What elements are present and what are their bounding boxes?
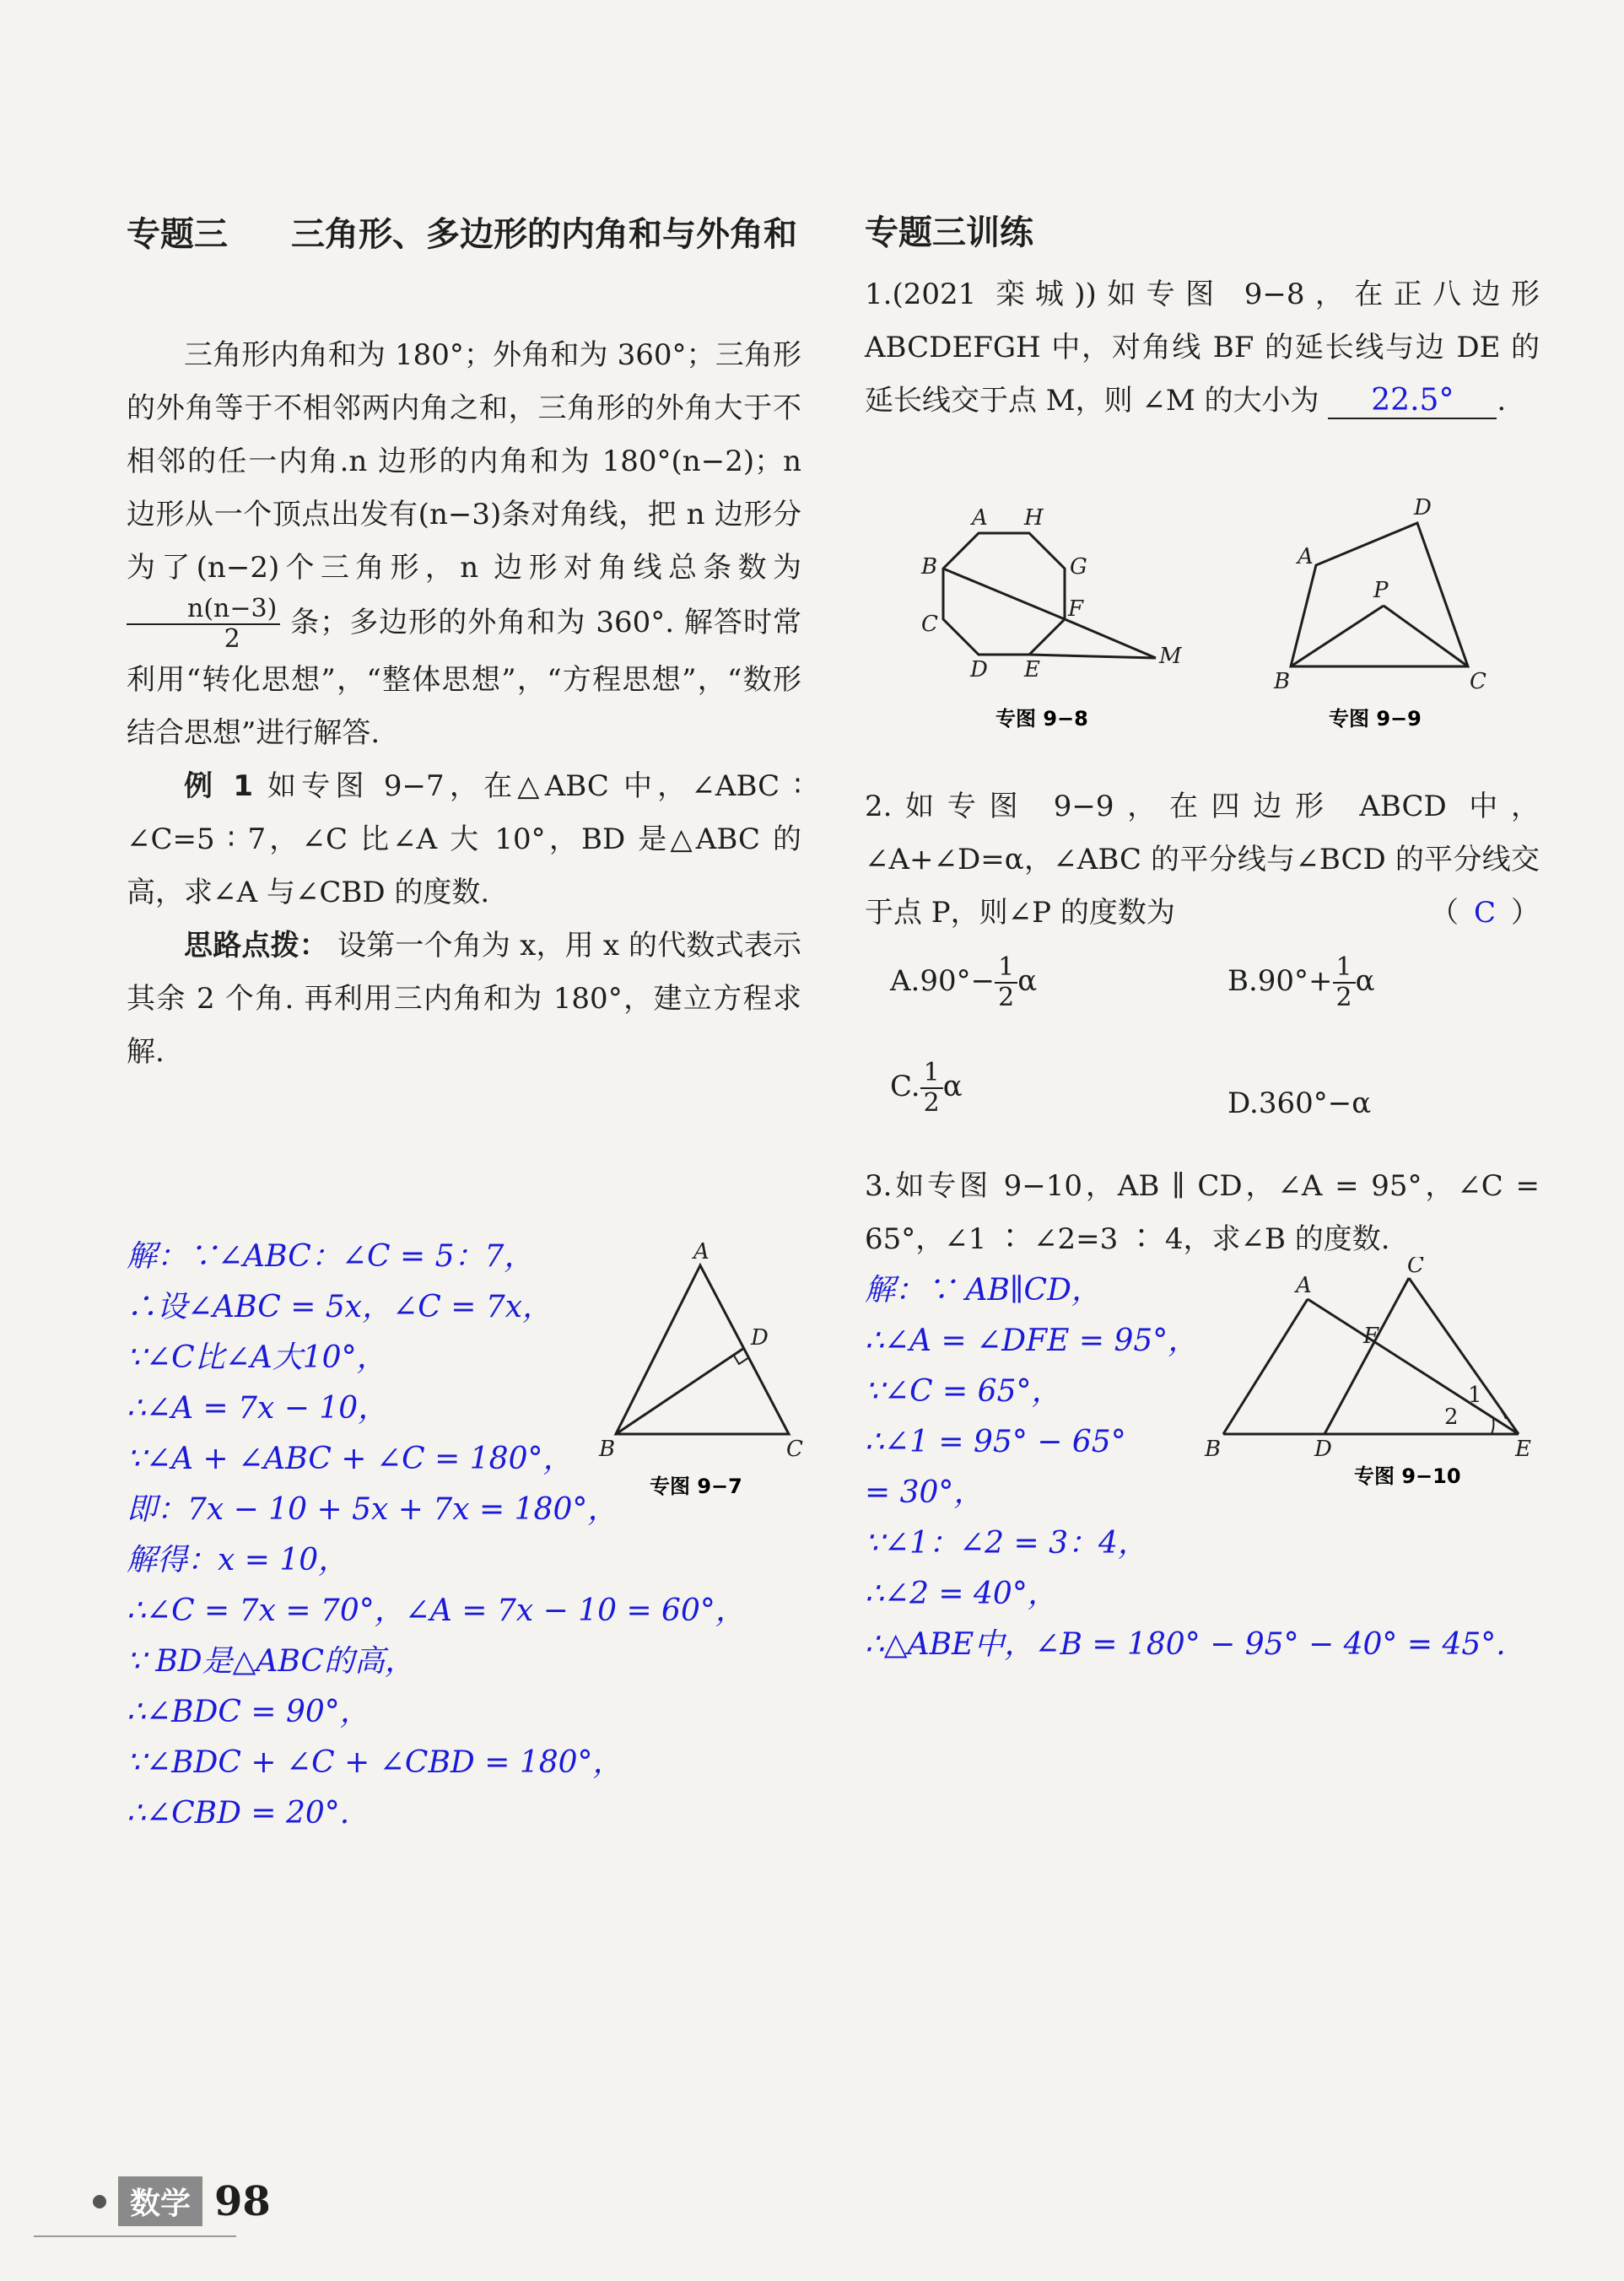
solution-line: ∵∠C比∠A大10°， (127, 1340, 387, 1375)
fig10-label-a: A (1296, 1273, 1312, 1298)
fig10-label-c: C (1407, 1257, 1424, 1278)
bullet-icon (93, 2195, 106, 2208)
fraction-denominator: 2 (224, 624, 240, 654)
fig9-label-c: C (1470, 669, 1486, 694)
q3-solution-line: ∴∠2 = 40°， (865, 1577, 1058, 1611)
fig10-label-e: E (1515, 1437, 1531, 1462)
intro-text-1: 三角形内角和为 180°；外角和为 360°；三角形的外角等于不相邻两内角之和，三角形的外角大于不相邻的任一内角.n 边形的内角和为 180°(n−2)；n 边形从一个顶点出发有(n−3)条对角线，把 n 边形分为了(n−2)个三角形，n 边形对角线总条数为 (127, 338, 801, 585)
fig7-label-a: A (693, 1240, 709, 1265)
subject-badge: 数学 (118, 2176, 202, 2226)
example-1 (127, 760, 801, 919)
q2-option-b: B.90°+ $\frac{1}{2}$ α (1227, 952, 1375, 1012)
fig10-label-1: 1 (1468, 1383, 1482, 1408)
solution-line: ∴∠C = 7x = 70°，∠A = 7x − 10 = 60°， (127, 1593, 746, 1628)
solution-line: ∴∠CBD = 20°. (127, 1796, 350, 1831)
solution-line: ∴∠A = 7x − 10， (127, 1391, 389, 1426)
figure-9-7 (591, 1240, 810, 1510)
q2-answer: C (1473, 896, 1496, 930)
fig8-label-f: F (1068, 596, 1084, 622)
example-text: 如专图 9−7，在△ABC 中，∠ABC ∶ ∠C=5 ∶ 7，∠C 比∠A 大 10°，BD 是△ABC 的高，求∠A 与∠CBD 的度数. (127, 769, 801, 909)
fig8-label-h: H (1024, 505, 1044, 531)
fig7-label-b: B (599, 1437, 616, 1462)
question-2 (865, 780, 1540, 940)
q3-solution-line: ∵∠C = 65°， (865, 1374, 1062, 1409)
fig7-label-d: D (751, 1325, 769, 1351)
fig10-label-d: D (1314, 1437, 1332, 1462)
q2-answer-bracket: （ C ） (1429, 896, 1540, 930)
fig8-label-g: G (1070, 554, 1087, 580)
solution-line: ∴设∠ABC = 5x，∠C = 7x， (127, 1290, 553, 1324)
solution-line: ∵ BD是△ABC的高， (127, 1644, 416, 1679)
solution-line: ∵∠BDC + ∠C + ∠CBD = 180°， (127, 1745, 623, 1780)
fig10-caption: 专图 9−10 (1354, 1464, 1461, 1488)
fig10-label-f: F (1363, 1324, 1379, 1349)
intro-text-2: 条；多边形的外角和为 360°. 解答时常利用“转化思想”，“整体思想”，“方程思想”，“数形结合思想”进行解答. (127, 606, 801, 750)
q3-solution-line: ∴∠A = ∠DFE = 95°， (865, 1324, 1199, 1358)
fig10-label-b: B (1205, 1437, 1222, 1462)
question-1 (865, 268, 1540, 428)
q1-end: . (1497, 384, 1507, 418)
q3-solution-line: ∴△ABE中，∠B = 180° − 95° − 40° = 45°. (865, 1627, 1506, 1662)
footer-rule (34, 2235, 236, 2237)
q3-text: 3.如专图 9−10，AB ∥ CD，∠A = 95°，∠C = 65°，∠1 ∶ ∠2=3 ∶ 4，求∠B 的度数. (865, 1169, 1540, 1256)
fig8-caption: 专图 9−8 (995, 707, 1088, 731)
question-3 (865, 1160, 1540, 1266)
q1-answer-blank: 22.5° (1328, 384, 1497, 419)
figure-9-10 (1198, 1257, 1544, 1493)
q2-text: 2.如专图 9−9，在四边形 ABCD 中，∠A+∠D=α，∠ABC 的平分线与∠BCD 的平分线交于点 P，则∠P 的度数为 (865, 790, 1540, 930)
q3-solution-line: 解：∵ AB∥CD， (865, 1273, 1102, 1308)
q2-option-a: A.90°− $\frac{1}{2}$ α (890, 952, 1038, 1012)
fig10-label-2: 2 (1444, 1405, 1459, 1430)
fig8-label-a: A (972, 505, 988, 531)
fig7-label-c: C (786, 1437, 803, 1462)
exercise-title: 专题三训练 (865, 213, 1033, 252)
right-column (865, 194, 1540, 428)
footer (93, 2176, 271, 2226)
q2-option-d: D.360°−α (1227, 1087, 1372, 1120)
diagonal-count-fraction (127, 595, 280, 654)
fig8-label-m: M (1159, 644, 1182, 669)
q3-solution-line: ∴∠1 = 95° − 65° (865, 1425, 1126, 1459)
solution-line: 解：∵∠ABC：∠C = 5：7， (127, 1239, 535, 1274)
hint (127, 919, 801, 1079)
section-title-number: 专题三 (127, 215, 228, 254)
solution-line: 解得：x = 10， (127, 1543, 349, 1577)
q3-solution-line: = 30°， (865, 1475, 985, 1510)
solution-line: ∴∠BDC = 90°， (127, 1695, 370, 1729)
solution-line: ∵∠A + ∠ABC + ∠C = 180°， (127, 1442, 574, 1476)
left-column (127, 194, 801, 1079)
fig8-label-e: E (1024, 657, 1040, 682)
fig9-label-b: B (1274, 669, 1291, 694)
hint-label: 思路点拨： (184, 929, 328, 963)
figure-9-8 (903, 498, 1223, 742)
fig7-caption: 专图 9−7 (650, 1475, 742, 1498)
q2-option-c: C. $\frac{1}{2}$ α (890, 1058, 963, 1118)
fig9-label-a: A (1298, 544, 1314, 569)
page-number: 98 (214, 2177, 271, 2225)
section-title-text: 三角形、多边形的内角和与外角和 (291, 215, 797, 254)
fig9-label-p: P (1373, 578, 1389, 603)
solution-line: 即：7x − 10 + 5x + 7x = 180°， (127, 1492, 618, 1527)
example-label: 例 1 (184, 769, 253, 803)
hint-text: 设第一个角为 x，用 x 的代数式表示其余 2 个角. 再利用三内角和为 180°，建立方程求解. (127, 929, 801, 1069)
section-title (127, 194, 801, 329)
q3-solution-line: ∵∠1：∠2 = 3：4， (865, 1526, 1148, 1561)
intro-paragraph (127, 329, 801, 1079)
fig8-label-b: B (921, 554, 938, 580)
fig9-caption: 专图 9−9 (1329, 707, 1422, 731)
figure-9-9 (1265, 498, 1519, 742)
fraction-numerator: n(n−3) (127, 595, 280, 625)
fig9-label-d: D (1414, 498, 1432, 520)
q1-text: 1.(2021 栾城))如专图 9−8，在正八边形 ABCDEFGH 中，对角线 BF 的延长线与边 DE 的延长线交于点 M，则 ∠M 的大小为 (865, 278, 1540, 418)
fig8-label-c: C (921, 612, 938, 637)
fig8-label-d: D (970, 657, 988, 682)
